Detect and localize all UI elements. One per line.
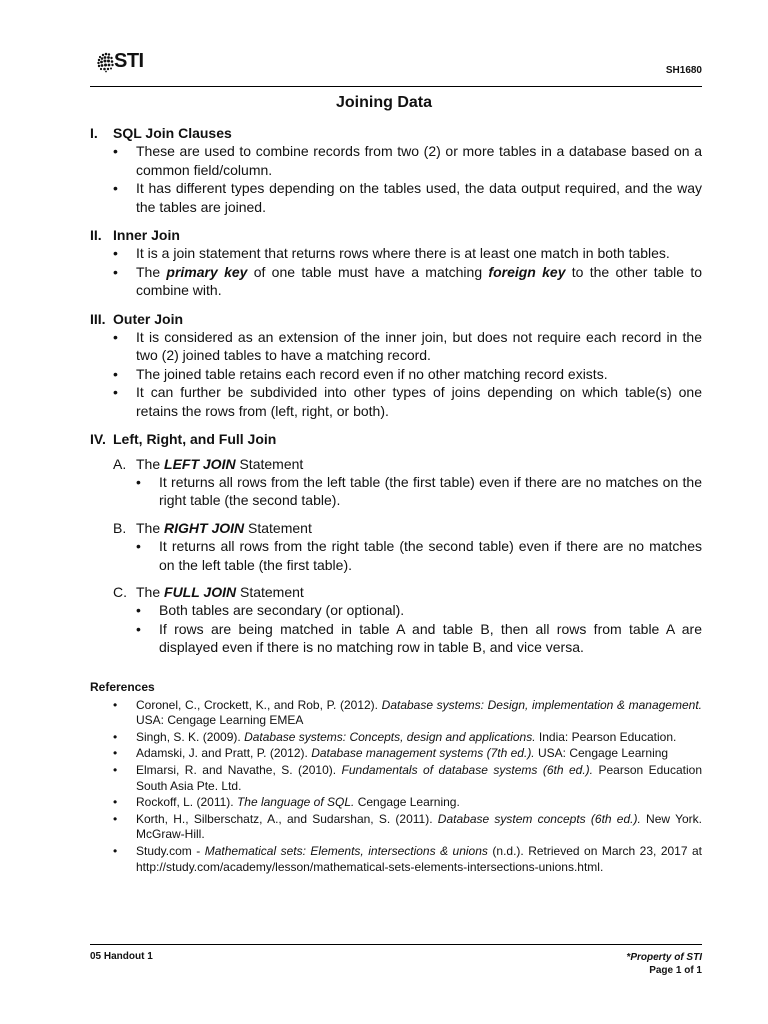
section-number: I.	[90, 125, 98, 141]
list-item: • Both tables are secondary (or optional).	[113, 601, 702, 619]
list-item: • It is a join statement that returns rows where there is at least one match in both tables.	[90, 244, 702, 262]
references-title: References	[90, 680, 155, 694]
emphasis-primary-key: primary key	[166, 263, 248, 280]
reference-item	[90, 746, 702, 762]
subsection-letter: C.	[113, 583, 127, 600]
list-item	[90, 263, 702, 300]
section-number: III.	[90, 310, 106, 327]
document-code: SH1680	[665, 65, 702, 76]
emphasis-full-join: FULL JOIN	[164, 583, 237, 600]
page-header	[90, 46, 702, 87]
text-fragment: Coronel, C., Crockett, K., and Rob, P. (2012).	[136, 697, 382, 712]
bullet-list	[113, 473, 702, 510]
reference-title: Database systems: Concepts, design and applications.	[244, 729, 536, 744]
text-fragment: New York. McGraw-Hill.	[136, 811, 702, 842]
section-heading	[90, 124, 702, 142]
reference-item	[90, 698, 702, 729]
list-item: • It returns all rows from the right table (the second table) even if there are no matches on the left table (the first table).	[113, 537, 702, 574]
bullet-list	[90, 142, 702, 216]
reference-title: Database system concepts (6th ed.).	[437, 811, 641, 826]
list-item: • If rows are being matched in table A and table B, then all rows from table A are displayed even if there is no matching row in table B, and vice versa.	[113, 620, 702, 657]
list-item: • The joined table retains each record even if no other matching record exists.	[90, 365, 702, 383]
text-fragment: Singh, S. K. (2009).	[136, 729, 245, 744]
subsection-letter: A.	[113, 455, 127, 472]
list-item: • It can further be subdivided into other types of joins depending on which table(s) one retains the rows from (left, right, or both).	[90, 383, 702, 420]
references-list	[90, 698, 702, 876]
emphasis-right-join: RIGHT JOIN	[164, 519, 245, 536]
page-number: Page 1 of 1	[649, 965, 702, 976]
subsection-letter: B.	[113, 519, 127, 536]
subsection-heading	[113, 519, 702, 537]
text-fragment: The	[136, 263, 167, 280]
text-fragment: Statement	[235, 455, 304, 472]
reference-item	[90, 844, 702, 875]
text-fragment: The	[136, 519, 165, 536]
text-fragment: (n.d.). Retrieved on March 23, 2017 at http://study.com/academy/lesson/mathematical-sets-elements-intersections-unions.html.	[136, 843, 703, 874]
text-fragment: Rockoff, L. (2011).	[136, 795, 237, 810]
list-item: • It is considered as an extension of the inner join, but does not require each record in the two (2) joined tables to have a matching record.	[90, 328, 702, 365]
subsection-full-join	[113, 583, 702, 657]
page-title: Joining Data	[335, 94, 432, 111]
list-item: • These are used to combine records from two (2) or more tables in a database based on a common field/column.	[90, 142, 702, 179]
text-fragment: The	[136, 455, 165, 472]
section-inner-join	[90, 226, 702, 300]
logo-text: STI	[114, 50, 144, 72]
section-left-right-full-join	[90, 430, 702, 656]
reference-item	[90, 763, 702, 794]
reference-title: Mathematical sets: Elements, intersections & unions	[204, 843, 488, 858]
section-title: Outer Join	[113, 310, 184, 327]
reference-title: Database management systems (7th ed.).	[311, 746, 535, 761]
footer-right	[626, 951, 702, 977]
subsection-title	[136, 519, 312, 537]
section-heading	[90, 310, 702, 328]
reference-title: Database systems: Design, implementation & management.	[381, 697, 702, 712]
list-item: • It returns all rows from the left table (the first table) even if there are no matches on the right table (the second table).	[113, 473, 702, 510]
section-title: SQL Join Clauses	[113, 125, 232, 141]
section-heading	[90, 226, 702, 244]
reference-title: The language of SQL.	[236, 795, 355, 810]
subsection-right-join	[113, 519, 702, 574]
section-number: IV.	[90, 431, 106, 448]
bullet-list	[90, 328, 702, 420]
text-fragment: Pearson Education South Asia Pte. Ltd.	[136, 762, 702, 793]
emphasis-foreign-key: foreign key	[488, 263, 566, 280]
section-number: II.	[90, 227, 102, 244]
text-fragment: USA: Cengage Learning EMEA	[136, 713, 304, 728]
section-sql-join-clauses	[90, 124, 702, 216]
bullet-list	[113, 537, 702, 574]
handout-label: 05 Handout 1	[90, 951, 153, 962]
text-fragment: Elmarsi, R. and Navathe, S. (2010).	[136, 762, 342, 777]
subsection-left-join	[113, 455, 702, 510]
reference-item	[90, 812, 702, 843]
text-fragment: The	[136, 583, 165, 600]
subsection-title	[136, 455, 303, 473]
section-title: Left, Right, and Full Join	[113, 431, 277, 448]
subsection-heading	[113, 455, 702, 473]
text-fragment: Korth, H., Silberschatz, A., and Sudarshan, S. (2011).	[136, 811, 438, 826]
text-fragment: Adamski, J. and Pratt, P. (2012).	[136, 746, 312, 761]
text-fragment: India: Pearson Education.	[535, 729, 677, 744]
subsection-list	[90, 455, 702, 657]
references	[90, 680, 702, 876]
text-fragment: USA: Cengage Learning	[534, 746, 669, 761]
text-fragment: Study.com -	[136, 843, 205, 858]
bullet-list	[113, 601, 702, 656]
text-fragment: Statement	[244, 519, 312, 536]
sti-logo	[96, 50, 144, 73]
reference-title: Fundamentals of database systems (6th ed.).	[341, 762, 593, 777]
main-content	[90, 124, 702, 667]
page-footer	[90, 944, 702, 976]
reference-item	[90, 795, 702, 811]
section-outer-join	[90, 310, 702, 420]
subsection-title	[136, 583, 304, 601]
text-fragment: to the other table to combine with.	[136, 263, 703, 299]
section-heading	[90, 430, 702, 448]
reference-item	[90, 730, 702, 746]
emphasis-left-join: LEFT JOIN	[164, 455, 236, 472]
bullet-list	[90, 244, 702, 299]
section-title: Inner Join	[113, 227, 180, 244]
property-label: *Property of STI	[626, 952, 702, 963]
text-fragment: of one table must have a matching	[247, 263, 489, 280]
list-item: • It has different types depending on the tables used, the data output required, and the way the tables are joined.	[90, 179, 702, 216]
text-fragment: Statement	[236, 583, 304, 600]
subsection-heading	[113, 583, 702, 601]
text-fragment: Cengage Learning.	[354, 795, 460, 810]
